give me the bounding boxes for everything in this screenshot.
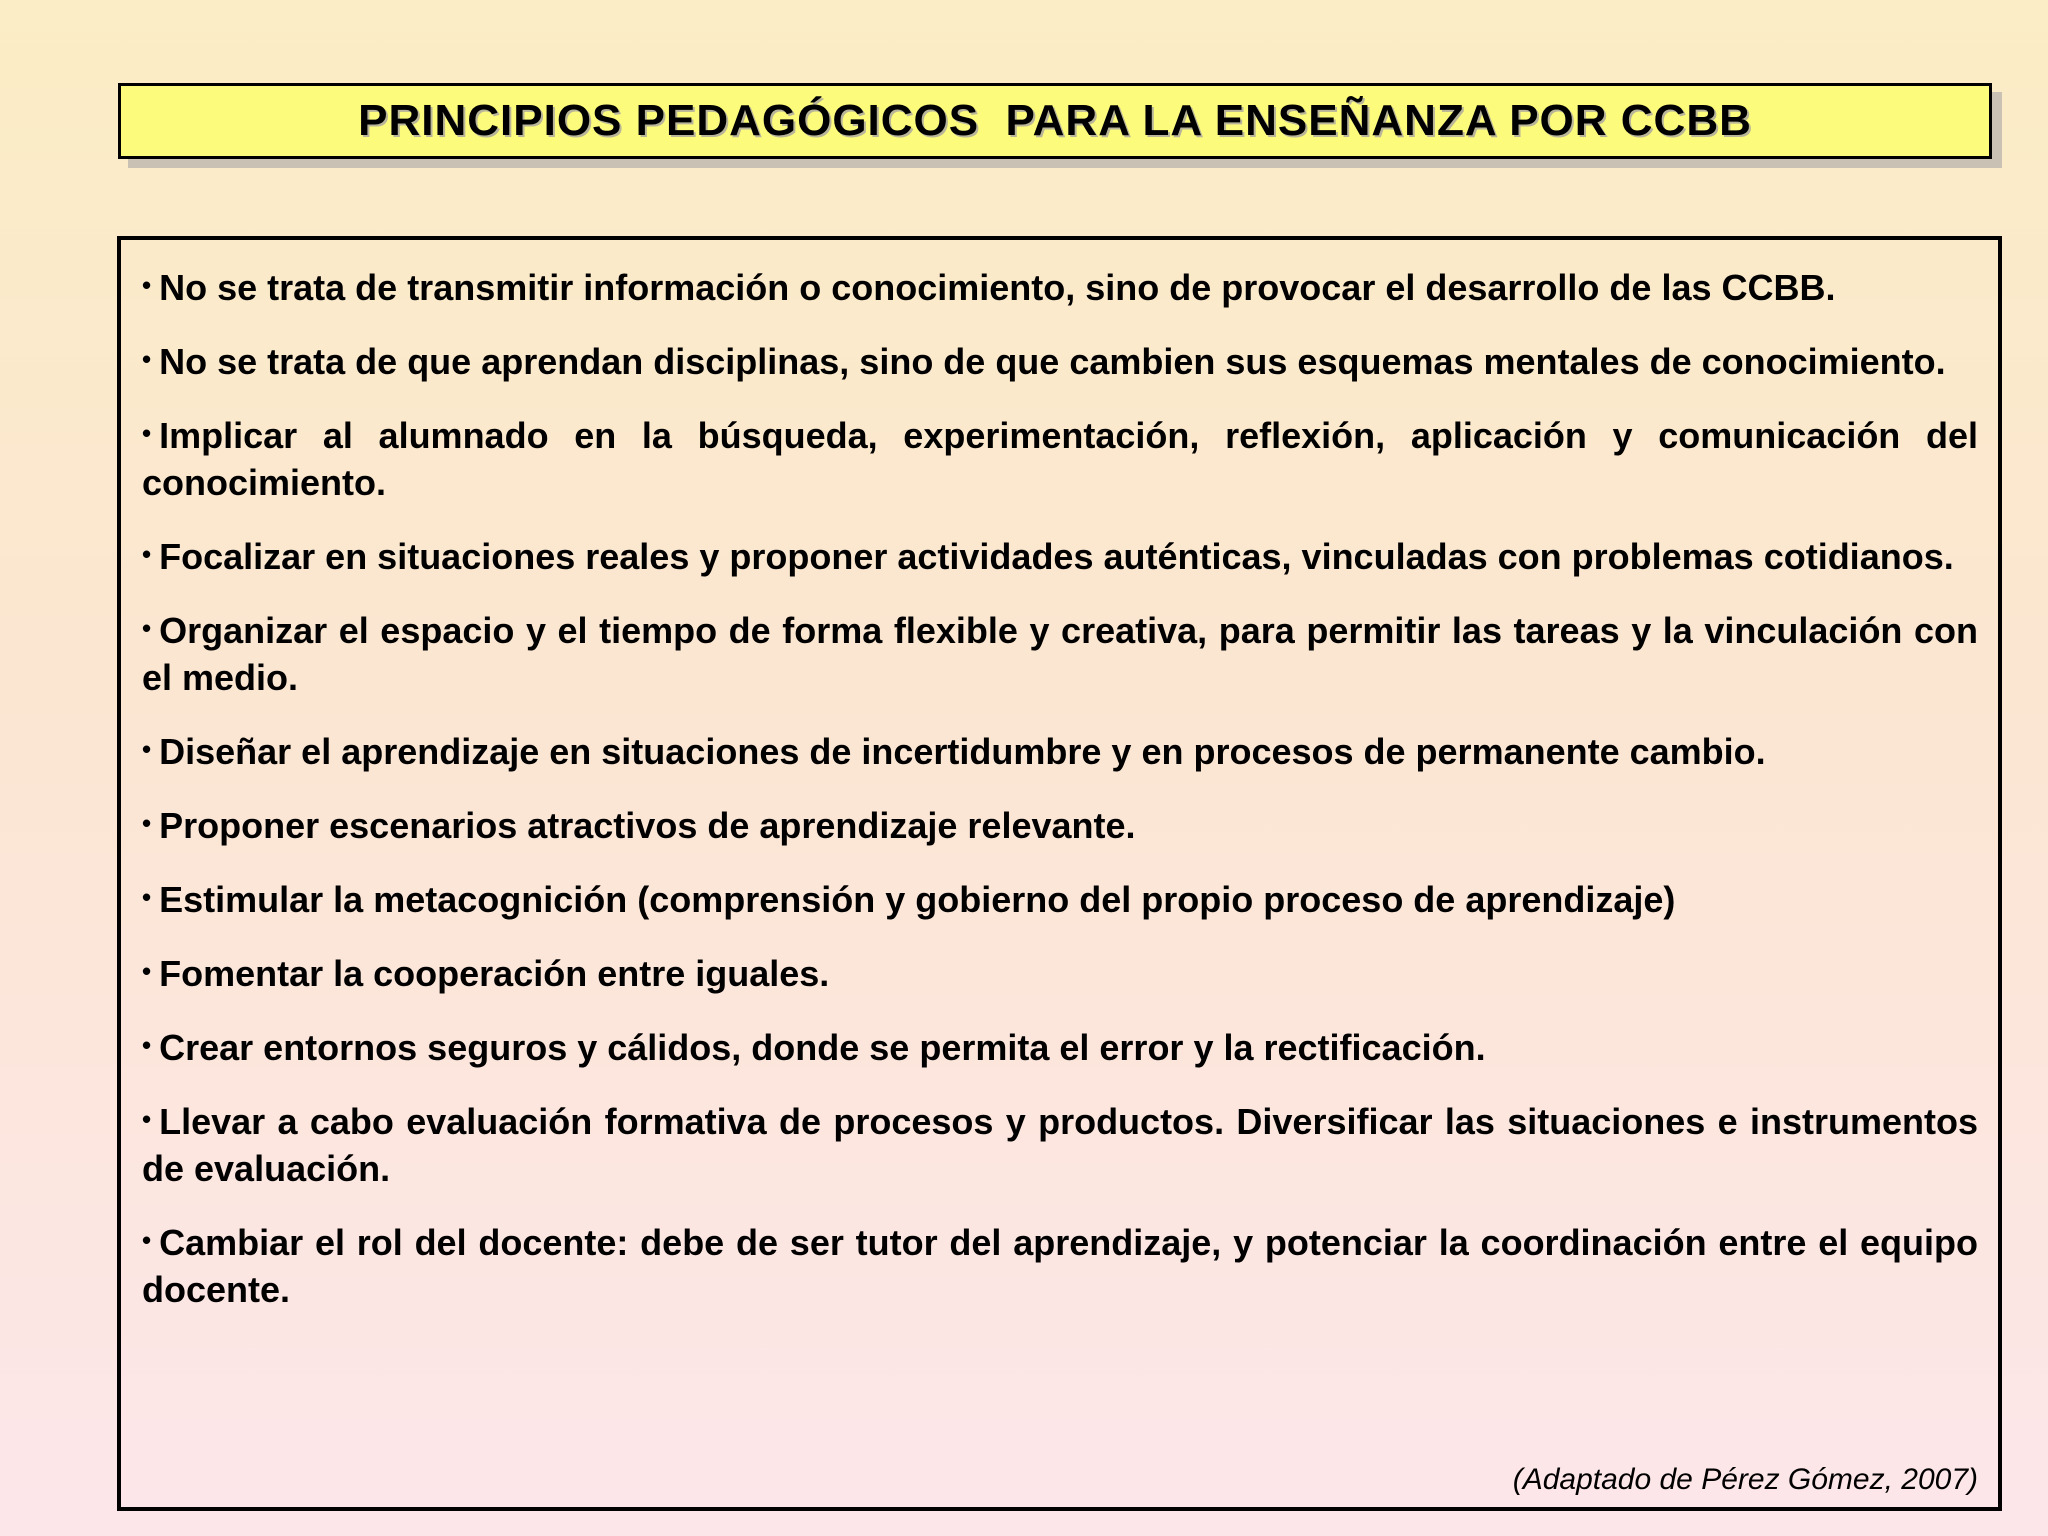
principle-item [142,262,1978,311]
principle-item [142,336,1978,385]
principle-item [142,874,1978,923]
bullet-icon: • [142,808,152,838]
bullet-icon: • [142,1225,152,1255]
principle-text: Cambiar el rol del docente: debe de ser tutor del aprendizaje, y potenciar la coordinación entre el equipo docente. [142,1222,1978,1310]
bullet-icon: • [142,539,152,569]
principle-text: Diseñar el aprendizaje en situaciones de incertidumbre y en procesos de permanente cambio. [159,731,1766,772]
principle-item [142,410,1978,506]
principle-text: No se trata de que aprendan disciplinas, sino de que cambien sus esquemas mentales de conocimiento. [159,341,1946,382]
bullet-icon: • [142,734,152,764]
bullet-icon: • [142,418,152,448]
principle-text: Proponer escenarios atractivos de aprendizaje relevante. [159,805,1136,846]
principle-item [142,948,1978,997]
principle-item [142,1096,1978,1192]
title-banner [118,83,1992,159]
bullet-icon: • [142,1104,152,1134]
principle-text: Focalizar en situaciones reales y proponer actividades auténticas, vinculadas con problemas cotidianos. [159,536,1954,577]
principle-text: Implicar al alumnado en la búsqueda, experimentación, reflexión, aplicación y comunicación del conocimiento. [142,415,1978,503]
principle-text: No se trata de transmitir información o conocimiento, sino de provocar el desarrollo de las CCBB. [159,267,1836,308]
principle-item [142,531,1978,580]
bullet-icon: • [142,344,152,374]
principle-item [142,1022,1978,1071]
bullet-icon: • [142,270,152,300]
principle-text: Crear entornos seguros y cálidos, donde se permita el error y la rectificación. [159,1027,1486,1068]
principle-text: Organizar el espacio y el tiempo de forma flexible y creativa, para permitir las tareas y la vinculación con el medio. [142,610,1978,698]
principle-text: Llevar a cabo evaluación formativa de procesos y productos. Diversificar las situaciones e instrumentos de evaluación. [142,1101,1978,1189]
principle-text: Fomentar la cooperación entre iguales. [159,953,830,994]
principle-item [142,726,1978,775]
principle-item [142,1217,1978,1313]
principle-item [142,605,1978,701]
bullet-icon: • [142,1030,152,1060]
principle-text: Estimular la metacognición (comprensión y gobierno del propio proceso de aprendizaje) [159,879,1676,920]
bullet-icon: • [142,613,152,643]
principles-box [117,236,2002,1511]
page-title: PRINCIPIOS PEDAGÓGICOS PARA LA ENSEÑANZA POR CCBB [358,96,1752,145]
principle-item [142,800,1978,849]
bullet-icon: • [142,956,152,986]
bullet-icon: • [142,882,152,912]
citation: (Adaptado de Pérez Gómez, 2007) [1512,1463,1978,1496]
